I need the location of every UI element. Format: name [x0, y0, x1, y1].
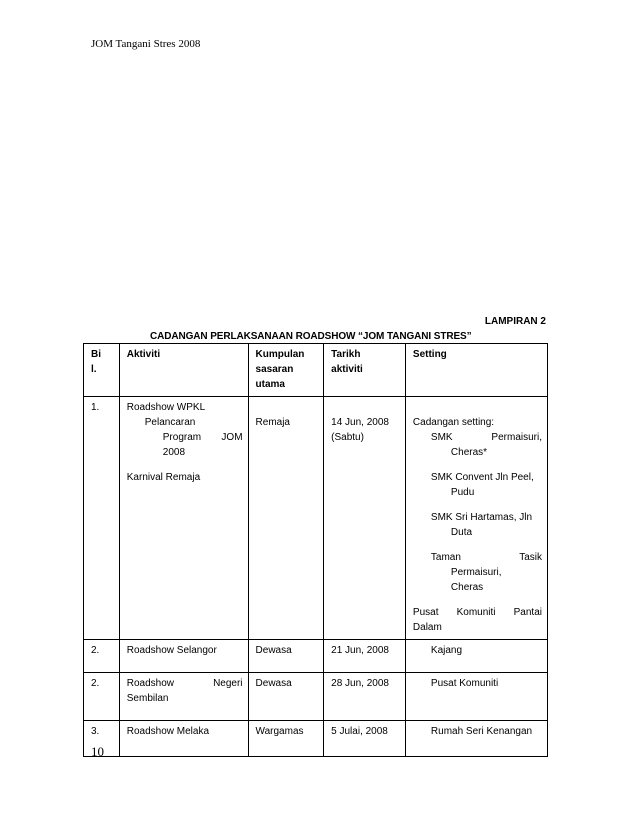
table-row — [84, 640, 548, 673]
cell-kumpulan: Dewasa — [248, 640, 324, 673]
document-title: CADANGAN PERLAKSANAAN ROADSHOW “JOM TANGANI STRES” — [150, 331, 472, 342]
cell-tarikh: 28 Jun, 2008 — [324, 673, 406, 721]
cell-bil: 2. — [84, 640, 120, 673]
cell-bil: 3. — [84, 721, 120, 757]
cell-aktiviti: Roadshow WPKL Pelancaran Program JOM 2008 Karnival Remaja — [119, 397, 248, 640]
col-header-kumpulan: Kumpulan sasaran utama — [248, 344, 324, 397]
running-header: JOM Tangani Stres 2008 — [91, 38, 201, 50]
table-row — [84, 721, 548, 757]
cell-kumpulan: Wargamas — [248, 721, 324, 757]
cell-kumpulan: Remaja — [248, 397, 324, 640]
cell-aktiviti: Roadshow Negeri Sembilan — [119, 673, 248, 721]
cell-bil: 1. — [84, 397, 120, 640]
cell-tarikh: 5 Julai, 2008 — [324, 721, 406, 757]
table-header-row — [84, 344, 548, 397]
cell-tarikh: 21 Jun, 2008 — [324, 640, 406, 673]
cell-aktiviti: Roadshow Melaka — [119, 721, 248, 757]
cell-kumpulan: Dewasa — [248, 673, 324, 721]
cell-setting: Kajang — [405, 640, 547, 673]
cell-tarikh: 14 Jun, 2008 (Sabtu) — [324, 397, 406, 640]
cell-aktiviti: Roadshow Selangor — [119, 640, 248, 673]
col-header-aktiviti: Aktiviti — [119, 344, 248, 397]
cell-setting: Pusat Komuniti — [405, 673, 547, 721]
cell-setting: Cadangan setting: SMK Permaisuri, Cheras* SMK Convent Jln Peel, Pudu SMK Sri Hartamas, Jln Duta Taman Tasik Permaisuri, Cheras Pusat Komuniti Pantai Dalam — [405, 397, 547, 640]
cell-setting: Rumah Seri Kenangan — [405, 721, 547, 757]
table-row — [84, 673, 548, 721]
col-header-tarikh: Tarikh aktiviti — [324, 344, 406, 397]
lampiran-label: LAMPIRAN 2 — [484, 316, 546, 327]
table-row — [84, 397, 548, 640]
cell-bil: 2. — [84, 673, 120, 721]
roadshow-table — [83, 343, 548, 757]
page-number: 10 — [91, 744, 104, 759]
col-header-bil: Bi l. — [84, 344, 120, 397]
col-header-setting: Setting — [405, 344, 547, 397]
